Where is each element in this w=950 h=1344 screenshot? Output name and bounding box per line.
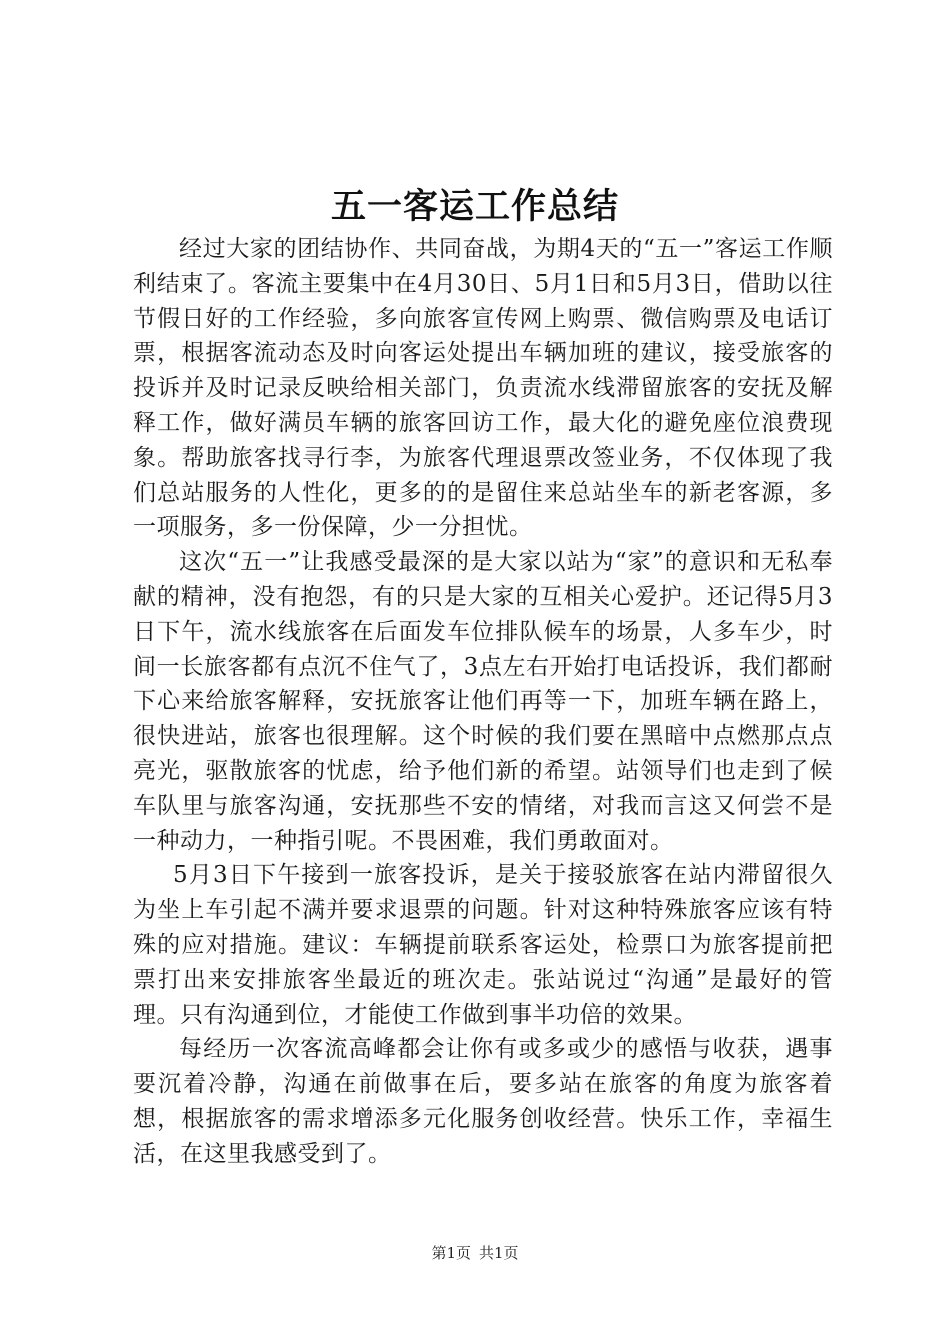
paragraph-2: 这次“五一”让我感受最深的是大家以站为“家”的意识和无私奉献的精神，没有抱怨，有的只是大家的互相关心爱护。还记得5月3日下午，流水线旅客在后面发车位排队候车的场景，人多车少，时间一长旅客都有点沉不住气了，3点左右开始打电话投诉，我们都耐下心来给旅客解释，安抚旅客让他们再等一下，加班车辆在路上，很快进站，旅客也很理解。这个时候的我们要在黑暗中点燃那点点亮光，驱散旅客的忧虑，给予他们新的希望。站领导们也走到了候车队里与旅客沟通，安抚那些不安的情绪，对我而言这又何尝不是一种动力，一种指引呢。不畏困难，我们勇敢面对。 xyxy=(133,549,833,854)
page-footer xyxy=(0,1243,950,1263)
page-number: 第1页 xyxy=(431,1244,471,1262)
paragraph-1: 经过大家的团结协作、共同奋战，为期4天的“五一”客运工作顺利结束了。客流主要集中在4月30日、5月1日和5月3日，借助以往节假日好的工作经验，多向旅客宣传网上购票、微信购票及电话订票，根据客流动态及时向客运处提出车辆加班的建议，接受旅客的投诉并及时记录反映给相关部门，负责流水线滞留旅客的安抚及解释工作，做好满员车辆的旅客回访工作，最大化的避免座位浪费现象。帮助旅客找寻行李，为旅客代理退票改签业务，不仅体现了我们总站服务的人性化，更多的的是留住来总站坐车的新老客源，多一项服务，多一份保障，少一分担忧。 xyxy=(133,236,833,541)
paragraph-4: 每经历一次客流高峰都会让你有或多或少的感悟与收获，遇事要沉着冷静，沟通在前做事在后，要多站在旅客的角度为旅客着想，根据旅客的需求增添多元化服务创收经营。快乐工作，幸福生活，在这里我感受到了。 xyxy=(133,1036,833,1167)
document-body xyxy=(133,232,833,1172)
paragraph-3: 5月3日下午接到一旅客投诉，是关于接驳旅客在站内滞留很久为坐上车引起不满并要求退票的问题。针对这种特殊旅客应该有特殊的应对措施。建议：车辆提前联系客运处，检票口为旅客提前把票打出来安排旅客坐最近的班次走。张站说过“沟通”是最好的管理。只有沟通到位，才能使工作做到事半功倍的效果。 xyxy=(133,862,833,1028)
document-title: 五一客运工作总结 xyxy=(330,187,619,227)
page-total: 共1页 xyxy=(479,1244,519,1262)
